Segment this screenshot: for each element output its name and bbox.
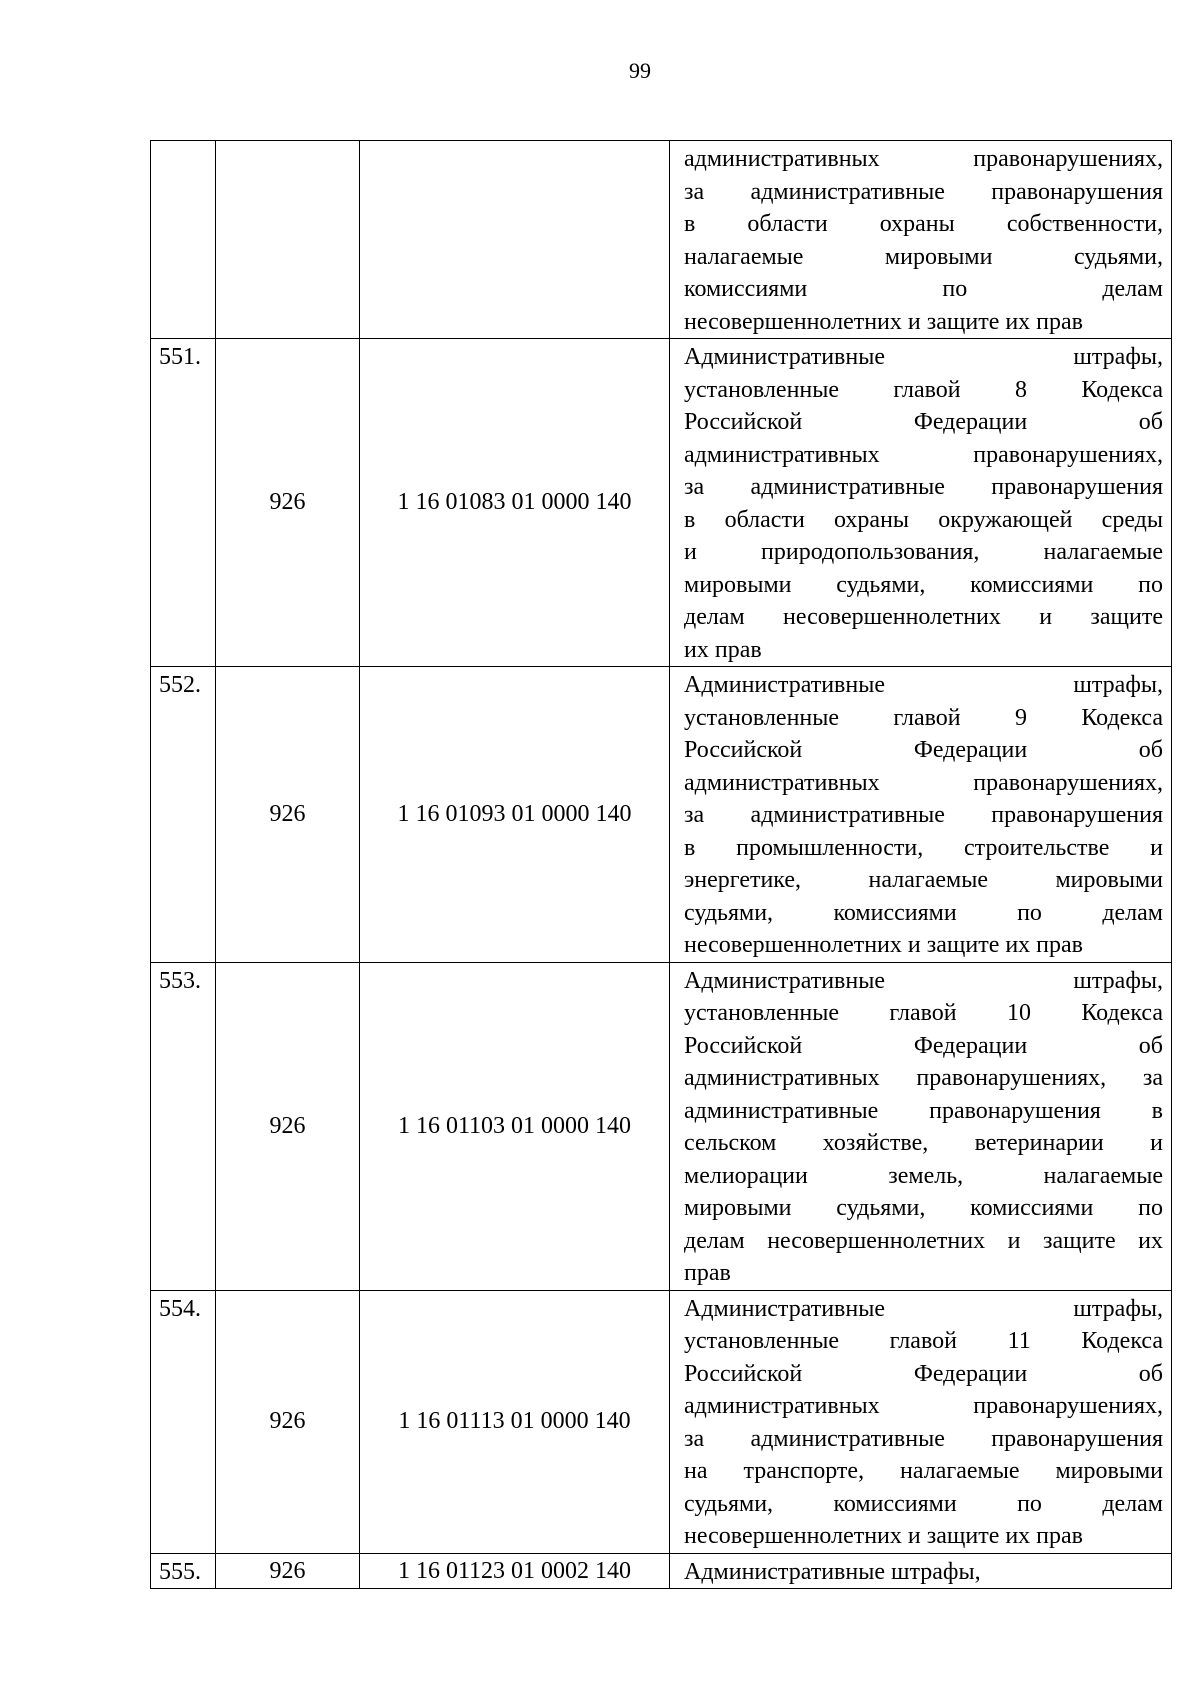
- description-line: за административные правонарушения: [684, 802, 1163, 828]
- budget-classification-code-cell: 1 16 01103 01 0000 140: [360, 962, 670, 1290]
- administrator-code-cell: 926: [216, 667, 360, 963]
- description-line: мелиорации земель, налагаемые: [684, 1162, 1163, 1189]
- description-line: комиссиями по делам: [684, 276, 1163, 302]
- budget-classification-code-cell: [360, 141, 670, 339]
- description-line: энергетике, налагаемые мировыми: [684, 867, 1163, 893]
- description-line: в области охраны собственности,: [684, 211, 1163, 237]
- description-line: административных правонарушениях,: [684, 1393, 1163, 1419]
- description-line: установленные главой 9 Кодекса: [684, 704, 1163, 731]
- row-number-cell: 554.: [151, 1290, 216, 1553]
- description-line: несовершеннолетних и защите их прав: [684, 932, 1084, 958]
- description-line: их прав: [684, 636, 762, 663]
- row-number-cell: [151, 141, 216, 339]
- description-line: судьями, комиссиями по делам: [684, 1490, 1163, 1517]
- description-cell: [670, 1290, 1172, 1553]
- description-line: административных правонарушениях,: [684, 146, 1163, 172]
- description-line: в области охраны окружающей среды: [684, 506, 1163, 533]
- table-row: [151, 339, 1172, 667]
- description-line: делам несовершеннолетних и защите их: [684, 1227, 1163, 1254]
- budget-classification-code-cell: 1 16 01123 01 0002 140: [360, 1553, 670, 1589]
- row-number-cell: 555.: [151, 1553, 216, 1589]
- description-line: административных правонарушениях,: [684, 769, 1163, 796]
- description-line: судьями, комиссиями по делам: [684, 899, 1163, 926]
- description-line: и природопользования, налагаемые: [684, 539, 1163, 565]
- fines-table: [150, 140, 1172, 1589]
- table-row: [151, 1553, 1172, 1589]
- description-line: Административные штрафы,: [684, 672, 1163, 698]
- description-line: установленные главой 10 Кодекса: [684, 1000, 1163, 1026]
- budget-classification-code-cell: 1 16 01113 01 0000 140: [360, 1290, 670, 1553]
- table-row: [151, 667, 1172, 963]
- description-line: сельском хозяйстве, ветеринарии и: [684, 1130, 1163, 1156]
- description-cell: [670, 339, 1172, 667]
- description-cell: [670, 1553, 1172, 1589]
- description-line: в промышленности, строительстве и: [684, 834, 1163, 861]
- fines-table-body: [151, 141, 1172, 1589]
- description-line: налагаемые мировыми судьями,: [684, 243, 1163, 270]
- description-cell: [670, 141, 1172, 339]
- description-line: Российской Федерации об: [684, 737, 1163, 763]
- budget-classification-code-cell: 1 16 01093 01 0000 140: [360, 667, 670, 963]
- table-row: [151, 141, 1172, 339]
- description-line: мировыми судьями, комиссиями по: [684, 1195, 1163, 1221]
- budget-classification-code-cell: 1 16 01083 01 0000 140: [360, 339, 670, 667]
- description-line: несовершеннолетних и защите их прав: [684, 1523, 1084, 1549]
- description-line: Административные штрафы,: [684, 344, 1163, 370]
- description-line: административных правонарушениях,: [684, 441, 1163, 468]
- description-line: Российской Федерации об: [684, 409, 1163, 435]
- description-line: Российской Федерации об: [684, 1360, 1163, 1387]
- description-cell: [670, 962, 1172, 1290]
- description-line: Административные штрафы,: [684, 967, 1163, 994]
- row-number-cell: 553.: [151, 962, 216, 1290]
- description-line: Административные штрафы,: [684, 1295, 1163, 1322]
- page-number: 99: [629, 58, 651, 83]
- table-row: [151, 1290, 1172, 1553]
- description-line: административных правонарушениях, за: [684, 1065, 1163, 1091]
- description-line: за административные правонарушения: [684, 474, 1163, 500]
- description-line: прав: [684, 1260, 731, 1286]
- description-line: за административные правонарушения: [684, 1425, 1163, 1452]
- description-line: несовершеннолетних и защите их прав: [684, 308, 1084, 335]
- description-line: делам несовершеннолетних и защите: [684, 604, 1163, 630]
- description-line: Административные штрафы,: [684, 1558, 981, 1585]
- description-line: Российской Федерации об: [684, 1032, 1163, 1059]
- table-row: [151, 962, 1172, 1290]
- description-line: за административные правонарушения: [684, 178, 1163, 205]
- administrator-code-cell: 926: [216, 962, 360, 1290]
- row-number-cell: 552.: [151, 667, 216, 963]
- description-line: установленные главой 8 Кодекса: [684, 376, 1163, 403]
- description-line: мировыми судьями, комиссиями по: [684, 571, 1163, 598]
- row-number-cell: 551.: [151, 339, 216, 667]
- administrator-code-cell: 926: [216, 1553, 360, 1589]
- administrator-code-cell: [216, 141, 360, 339]
- description-cell: [670, 667, 1172, 963]
- description-line: административные правонарушения в: [684, 1097, 1163, 1124]
- administrator-code-cell: 926: [216, 1290, 360, 1553]
- description-line: на транспорте, налагаемые мировыми: [684, 1458, 1163, 1484]
- administrator-code-cell: 926: [216, 339, 360, 667]
- description-line: установленные главой 11 Кодекса: [684, 1328, 1163, 1354]
